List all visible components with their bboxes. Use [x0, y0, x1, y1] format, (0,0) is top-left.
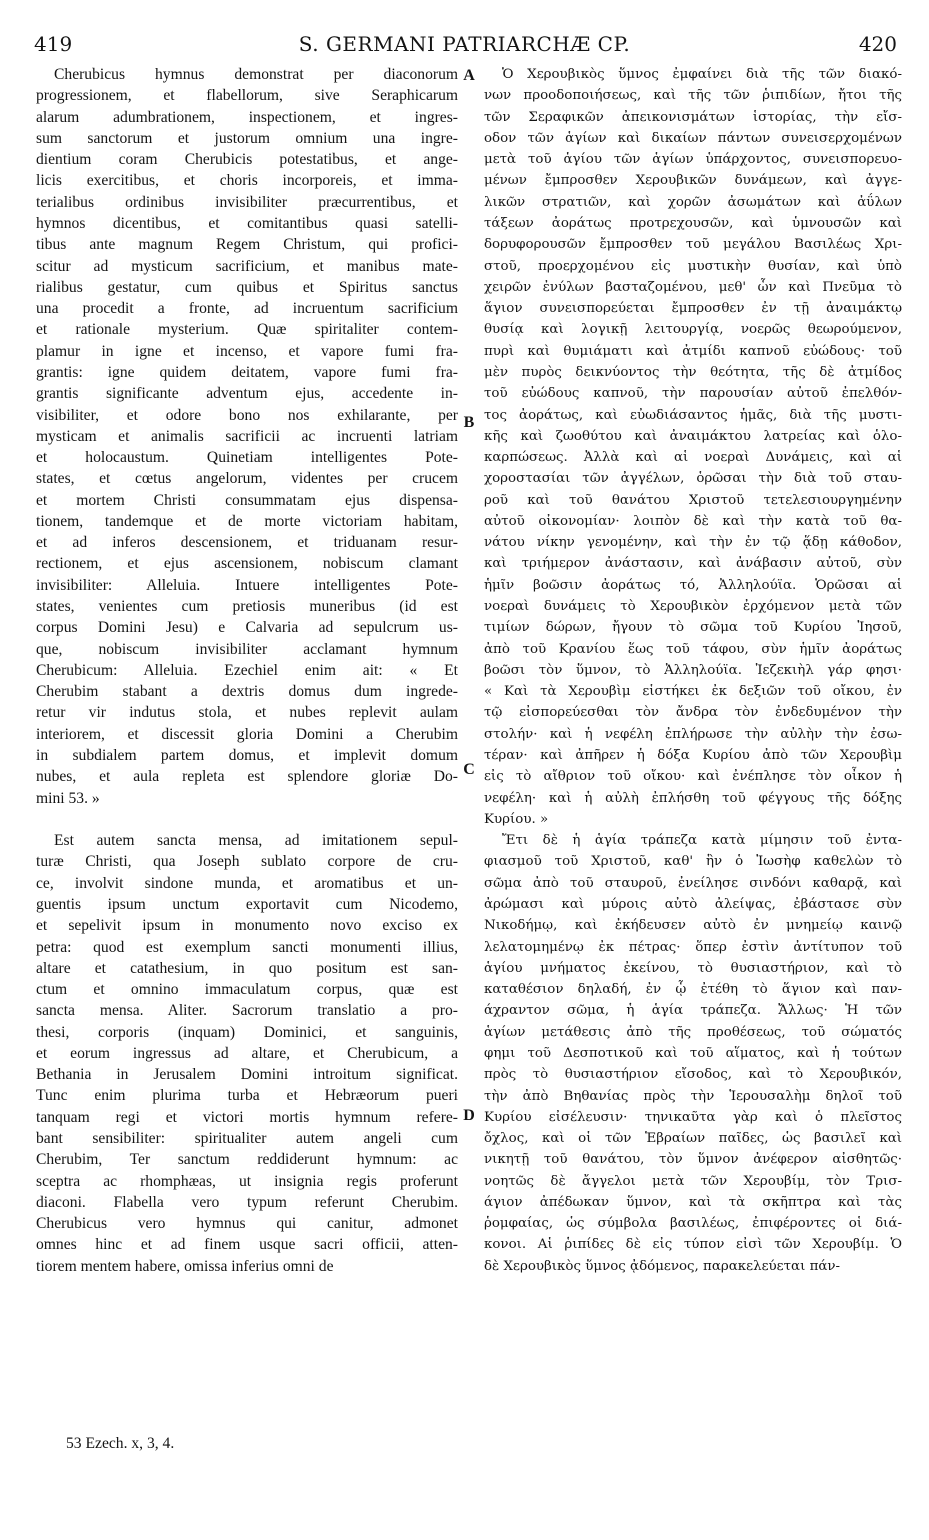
text-line: hymnos dicentibus, et comitantibus quasi satelli- [36, 214, 458, 232]
text-line: nubes, et aula repleta est splendore gloriæ Do- [36, 768, 458, 786]
text-line: αὐτοῦ οἰκονομίαν· λοιπὸν δὲ καὶ τὴν κατὰ τοῦ θα- [484, 513, 902, 529]
text-line: ἀρώμασι καὶ μύροις αὐτὸ ἀλείψας, ἐβάστασε σὺν [484, 896, 902, 912]
text-line: Tunc enim plurima turba et Hebræorum pueri [36, 1087, 458, 1105]
margin-letter-d: D [463, 1107, 475, 1124]
text-line: et ad inferos descensionem, et triduanam resur- [36, 534, 458, 552]
text-line: ἁγίου μνήματος ἐκείνου, τὸ θυσιαστήριον, καὶ τὸ [484, 960, 902, 976]
text-line: τιμίων δώρων, ἤγουν τὸ σῶμα τοῦ Κυρίου Ἰησοῦ, [484, 620, 902, 636]
text-line: states, venientes cum pretiosis muneribus (id est [36, 598, 458, 616]
text-line: scitur ad mysticum sacrificium, et manibus mate- [36, 257, 458, 275]
text-line: τῷ εἰσπορεύεσθαι τὸν ἄνδρα τὸν ἐνδεδυμένον τὴν [484, 705, 902, 721]
text-line: sancta mensa. Aliter. Sacrorum translatio a pro- [36, 1002, 458, 1020]
text-line: νικητῇ τοῦ θανάτου, τὸν ὕμνον ἀνέφερον αἰσθητῶς· [484, 1152, 902, 1168]
text-line: χοροστασίαι τῶν ἀγγέλων, ὁρῶσαι τὴν διὰ τοῦ σταυ- [484, 471, 902, 487]
text-line: tionem, tandemque et de morte victoriam habitam, [36, 512, 458, 530]
text-line: tibus ante magnum Regem Christum, qui profici- [36, 236, 458, 254]
text-line: λικῶν στρατιῶν, καὶ χορῶν ἀσωμάτων καὶ ἀΰλων [484, 194, 902, 210]
text-line: et mortem Christi consummatam ejus dispensa- [36, 491, 458, 509]
text-line: bant sensibiliter: spiritualiter autem angeli cum [36, 1130, 458, 1148]
text-line: et rationale mysterium. Quæ spiritaliter contem- [36, 321, 458, 339]
text-line: licis exercitibus, et choris incorporeis, et imma- [36, 172, 458, 190]
text-line: altare et catathesium, in quo positum est san- [36, 959, 458, 977]
text-line: grantis significante adventum ejus, accedente in- [36, 385, 458, 403]
text-line: καρπώσεως. Ἀλλὰ καὶ αἱ νοεραὶ Δυνάμεις, καὶ αἱ [484, 450, 902, 466]
margin-letter-b: B [463, 414, 475, 431]
text-line: rectionem, et ejus ascensionem, nobiscum clamant [36, 555, 458, 573]
text-line: Ἔτι δὲ ἡ ἁγία τράπεζα κατὰ μίμησιν τοῦ ἐντα- [502, 833, 902, 849]
paragraph-gap [36, 809, 458, 830]
text-line: ἁγίων μετάθεσις ἀπὸ τῆς προθέσεως, τοῦ σώματός [484, 1024, 902, 1040]
text-line: terialibus ordinibus invisibiliter præcurrentibus, et [36, 193, 458, 211]
text-line: νοεραὶ δυνάμεις τὸ Χερουβικὸν ἐρχόμενον μετὰ τῶν [484, 599, 902, 615]
text-line: καὶ τριήμερον ἀνάστασιν, καὶ ἀνάβασιν αὐτοῦ, σὺν [484, 556, 902, 572]
text-line: Ὁ Χερουβικὸς ὕμνος ἐμφαίνει διὰ τῆς τῶν διακό- [502, 67, 902, 82]
text-line: sum sanctorum et justorum omnium una ingre- [36, 129, 458, 147]
text-line: φιασμοῦ τοῦ Χριστοῦ, καθ' ἣν ὁ Ἰωσὴφ καθελὼν τὸ [484, 854, 902, 870]
text-line: τῶν Σεραφικῶν ἀπεικονισμάτων ἱστορίας, τὴν εἴσ- [484, 109, 902, 125]
text-line: τάξεων ἀοράτως προτρεχουσῶν, καὶ ὑμνουσῶν καὶ [484, 215, 902, 231]
text-line: « Καὶ τὰ Χερουβὶμ εἱστήκει ἐκ δεξιῶν τοῦ οἴκου, ἐν [484, 684, 902, 700]
text-line: tiorem mentem habere, omissa inferius omni de [36, 1257, 334, 1275]
text-line: καταθέσιον δηλαδή, ἐν ᾧ ἐτέθη τὸ ἅγιον καὶ παν- [484, 982, 902, 998]
text-line: interiorem, et discessit gloria Domini a Cherubim [36, 725, 458, 743]
text-line: corpus Domini Jesu) e Calvaria ad sepulcrum us- [36, 619, 458, 637]
text-line: τος ἀοράτως, καὶ εὐωδιάσαντος ἡμᾶς, διὰ τῆς μυστι- [484, 407, 902, 423]
text-line: et holocaustum. Quinetiam intelligentes Pote- [36, 449, 458, 467]
text-line: τοῦ εὐώδους καπνοῦ, τὴν παρουσίαν αὐτοῦ ἐπελθόν- [484, 386, 902, 402]
text-line: νοητῶς δὲ ἄγγελοι μετὰ τῶν Χερουβίμ, τὸν Τρισ- [484, 1173, 902, 1189]
text-line: ἡμῖν βοῶσιν ἀοράτως τό, Ἀλληλούϊα. Ὁρῶσαι αἱ [484, 577, 902, 593]
text-line: σῶμα ἀπὸ τοῦ σταυροῦ, ἐνείλησε σινδόνι καθαρᾷ, καὶ [484, 875, 902, 891]
text-line: μὲν πυρὸς δεικνύοντος τὴν θεότητα, τῆς δὲ ἀτμίδος [484, 364, 902, 380]
text-line: ῥομφαίας, ὡς σύμβολα βασιλέως, ἐπιφέροντες οἱ διά- [484, 1216, 902, 1232]
text-line: στολήν· καὶ ἡ νεφέλη ἐπλήρωσε τὴν αὐλὴν τὴν ἐσω- [484, 726, 902, 742]
text-line: Κυρίου εἰσέλευσιν· τηνικαῦτα γὰρ καὶ ὁ πλεῖστος [484, 1109, 902, 1125]
text-line: ὄχλος, καὶ οἱ τῶν Ἑβραίων παῖδες, ὡς βασιλεῖ καὶ [484, 1131, 902, 1147]
text-line: alarum adumbrationem, inspectionem, et ingres- [36, 108, 458, 126]
text-line: invisibiliter: Alleluia. Intuere intelligentes Pote- [36, 576, 458, 594]
text-line: plamur in igne et incenso, et vapore fumi fra- [36, 342, 458, 360]
right-page-number: 420 [858, 32, 897, 56]
text-line: retur vir indutus stola, et nubes replevit aulam [36, 704, 458, 722]
text-line: νεφέλη· καὶ ἡ αὐλὴ ἐπλήσθη τοῦ φέγγους τῆς δόξης [484, 790, 902, 806]
text-line: Cherubicus vero hymnus qui canitur, admonet [36, 1215, 458, 1233]
greek-column [484, 64, 902, 1277]
text-line: mini 53. » [36, 789, 100, 807]
text-line: una procedit a fronte, ad incruentum sacrificium [36, 300, 458, 318]
text-line: et eorum ingressus ad altare, et Cherubicum, a [36, 1044, 458, 1062]
text-line: que, nobiscum invisibiliter acclamant hymnum [36, 640, 458, 658]
text-line: χειρῶν ἐνύλων βασταζομένου, μεθ' ὧν καὶ Πνεῦμα τὸ [484, 279, 902, 295]
text-line: άχραντον σῶμα, ἡ ἁγία τράπεζα. Ἄλλως· Ἡ τῶν [484, 1003, 902, 1019]
text-line: progressionem, et flabellorum, sive Seraphicarum [36, 87, 458, 105]
text-line: θυσίᾳ καὶ λογικῇ λειτουργίᾳ, νοερῶς θεωρούμενον, [484, 322, 902, 338]
text-line: Cherubim, Ter sanctum reddiderunt hymnum: ac [36, 1151, 458, 1169]
text-line: states, et cœtus angelorum, videntes per crucem [36, 470, 458, 488]
text-line: visibiliter, et odore bono nos exhilarante, per [36, 406, 458, 424]
text-line: μετὰ τοῦ ἁγίου τῶν ἁγίων ὑπάρχοντος, συνεισπορευο- [484, 152, 902, 168]
text-line: δορυφορουσῶν ἔμπροσθεν τοῦ μεγάλου Βασιλέως Χρι- [484, 237, 902, 253]
text-line: turæ Christi, qua Joseph sublato corpore de cru- [36, 853, 458, 871]
text-line: στοῦ, προερχομένου εἰς μυστικὴν θυσίαν, καὶ ὑπὸ [484, 258, 902, 274]
text-line: μένων ἔμπροσθεν Χερουβικῶν δυνάμεων, καὶ ἀγγε- [484, 173, 902, 189]
text-line: πρὸς τὸ θυσιαστήριον εἴσοδος, καὶ τὸ Χερουβικόν, [484, 1067, 902, 1083]
text-line: τέραν· καὶ ἀπῆρεν ἡ δόξα Κυρίου ἀπὸ τῶν Χερουβὶμ [484, 748, 902, 763]
text-line: Κυρίου. » [484, 811, 549, 827]
margin-letter-a: A [463, 67, 475, 84]
text-line: tanquam regi et victori mortis hymnum refere- [36, 1108, 458, 1126]
footnote: 53 Ezech. x, 3, 4. [66, 1435, 175, 1452]
text-line: Νικοδήμῳ, καὶ ἐκήδευσεν αὐτὸ ἐν μνημείῳ καινῷ [484, 918, 902, 934]
text-line: diaconi. Flabella vero typum referunt Cherubim. [36, 1193, 458, 1211]
text-line: mysticam et animalis sacrificii ac incruenti latriam [36, 427, 458, 445]
text-line: δὲ Χερουβικὸς ὕμνος ᾀδόμενος, παρακελεύεται πάν- [484, 1258, 841, 1274]
text-line: sceptra ac rhomphæas, ut insignia regis proferunt [36, 1172, 458, 1190]
text-line: ἅγιον συνεισπορεύεται ἔμπροσθεν ἐν τῇ ἀναιμάκτῳ [484, 301, 902, 317]
text-line: πυρὶ καὶ θυμιάματι καὶ ἀτμίδι καπνοῦ εὐώδους· τοῦ [484, 343, 902, 359]
text-line: grantis: igne quidem deitatem, vapore fumi fra- [36, 363, 458, 381]
text-line: Est autem sancta mensa, ad imitationem sepul- [54, 832, 458, 850]
text-line: omnes hinc et ad finem usque sacri officii, atten- [36, 1236, 458, 1254]
text-line: ctum et omnino immaculatum corpus, quæ est [36, 981, 458, 999]
text-line: guentis ipsum unctum exportavit cum Nicodemo, [36, 895, 458, 913]
text-line: νάτου νίκην γενομένην, καὶ τὴν ἐν τῷ ᾅδῃ κάθοδον, [484, 535, 902, 551]
text-line: νων προοδοποιήσεως, καὶ τῆς τῶν ῥιπιδίων, ἤτοι τῆς [484, 88, 902, 104]
text-line: εἰς τὸ αἴθριον τοῦ οἴκου· καὶ ἐνέπλησε τὸν οἶκον ἡ [484, 769, 902, 785]
text-line: ce, involvit sindone munda, et aromatibus et un- [36, 874, 458, 892]
text-line: άγιον ἀπέδωκαν ὕμνον, καὶ τὰ σκῆπτρα καὶ τὰς [484, 1194, 902, 1210]
text-line: οδον τῶν ἁγίων καὶ δικαίων πάντων συνεισερχομένων [484, 130, 902, 146]
running-title: S. GERMANI PATRIARCHÆ CP. [298, 32, 631, 56]
text-line: dientium coram Cherubicis potestatibus, et ange- [36, 151, 458, 169]
left-page-number: 419 [34, 32, 73, 56]
margin-letter-c: C [463, 761, 475, 778]
text-line: βοῶσι τὸν ὕμνον, τὸ Ἀλληλούϊα. Ἰεζεκιὴλ γάρ φησι· [484, 662, 902, 678]
text-line: et sepelivit ipsum in monumento novo exciso ex [36, 917, 458, 935]
text-line: Cherubicus hymnus demonstrat per diaconorum [54, 66, 458, 83]
text-line: κῆς καὶ ζωοθύτου καὶ ἀναιμάκτου λατρείας καὶ ὁλο- [484, 428, 902, 444]
text-line: λελατομημένῳ ἐκ πέτρας· ὅπερ ἐστὶν ἀντίτυπον τοῦ [484, 939, 902, 955]
text-line: Cherubicum: Alleluia. Ezechiel enim ait: « Et [36, 661, 458, 679]
text-line: ἀπὸ τοῦ Κρανίου ἕως τοῦ τάφου, σὺν ἡμῖν ἀοράτως [484, 641, 902, 657]
text-line: rialibus gestatur, cum quibus et Spiritus sanctus [36, 278, 458, 296]
text-line: Bethania in Jerusalem Domini introitum significat. [36, 1066, 458, 1084]
text-line: in subdialem partem domus, et implevit domum [36, 747, 458, 764]
text-line: petra: quod est exemplum sancti monumenti illius, [36, 938, 458, 956]
text-line: τὴν ἀπὸ Βηθανίας πρὸς τὴν Ἱερουσαλὴμ δηλοῖ τοῦ [484, 1088, 902, 1104]
text-line: Cherubim stabant a dextris domus dum ingrede- [36, 683, 458, 701]
text-line: φημι τοῦ Δεσποτικοῦ καὶ τοῦ αἵματος, καὶ ἡ τούτων [484, 1045, 902, 1061]
text-line: thesi, corporis (inquam) Dominici, et sanguinis, [36, 1023, 458, 1041]
text-line: κονοι. Αἱ ῥιπίδες δὲ εἰς τύπον εἰσὶ τῶν Χερουβίμ. Ὁ [484, 1237, 902, 1253]
text-line: ροῦ καὶ τοῦ θανάτου Χριστοῦ τετελεσιουργημένην [484, 492, 902, 508]
latin-column [36, 64, 458, 1277]
